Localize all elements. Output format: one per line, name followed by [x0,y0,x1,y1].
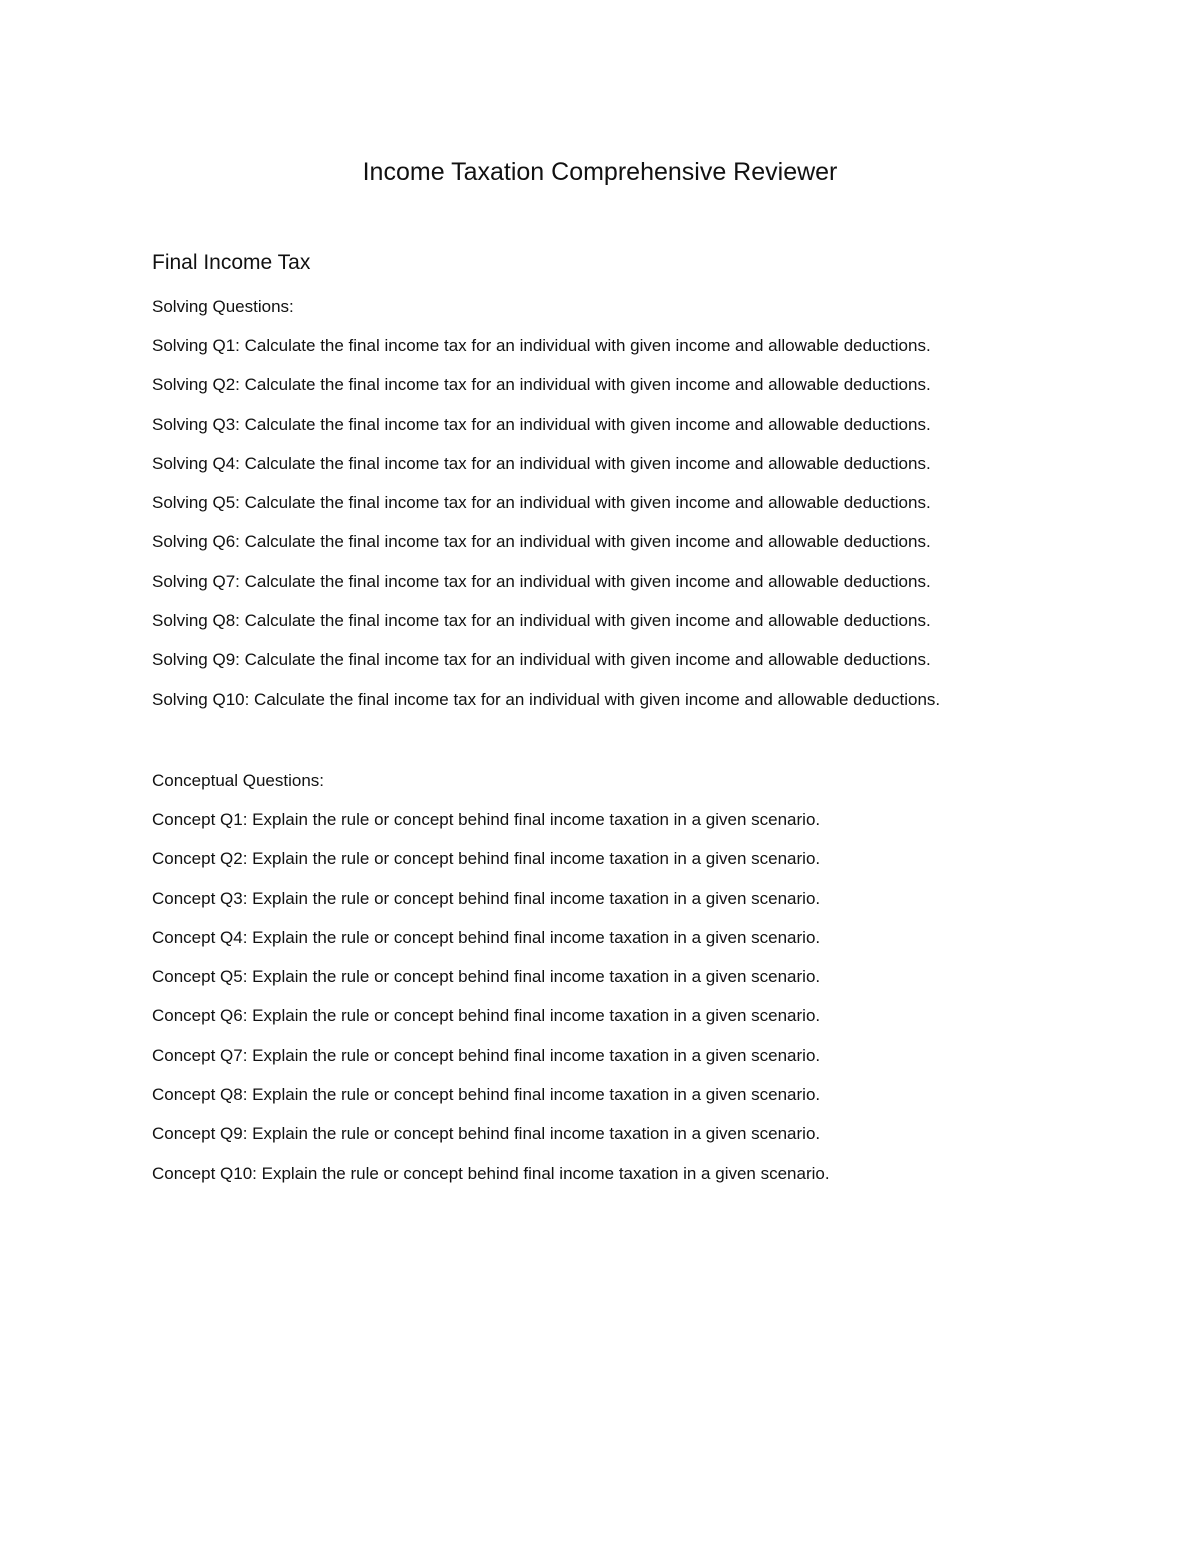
document-title: Income Taxation Comprehensive Reviewer [362,158,838,186]
conceptual-questions-list [152,806,1052,1187]
solving-question-item: Solving Q1: Calculate the final income tax for an individual with given income and allowable deductions. [152,336,931,355]
solving-question-item: Solving Q3: Calculate the final income tax for an individual with given income and allowable deductions. [152,414,931,434]
solving-question-item: Solving Q2: Calculate the final income tax for an individual with given income and allowable deductions. [152,375,931,395]
concept-question-item: Concept Q6: Explain the rule or concept behind final income taxation in a given scenario. [152,1006,821,1026]
concept-question-item: Concept Q5: Explain the rule or concept behind final income taxation in a given scenario. [152,967,821,987]
concept-question-item: Concept Q10: Explain the rule or concept behind final income taxation in a given scenario. [152,1163,830,1183]
solving-questions-label: Solving Questions: [152,297,294,316]
concept-question-item: Concept Q3: Explain the rule or concept behind final income taxation in a given scenario. [152,888,821,908]
solving-question-item: Solving Q5: Calculate the final income tax for an individual with given income and allowable deductions. [152,493,931,513]
concept-question-item: Concept Q4: Explain the rule or concept behind final income taxation in a given scenario. [152,927,821,947]
solving-question-item: Solving Q10: Calculate the final income tax for an individual with given income and allowable deductions. [152,689,941,709]
solving-question-item: Solving Q9: Calculate the final income tax for an individual with given income and allowable deductions. [152,650,931,670]
concept-question-item: Concept Q1: Explain the rule or concept behind final income taxation in a given scenario. [152,810,821,829]
solving-question-item: Solving Q8: Calculate the final income tax for an individual with given income and allowable deductions. [152,611,931,631]
concept-question-item: Concept Q8: Explain the rule or concept behind final income taxation in a given scenario. [152,1085,821,1105]
solving-question-item: Solving Q4: Calculate the final income tax for an individual with given income and allowable deductions. [152,453,931,473]
concept-question-item: Concept Q9: Explain the rule or concept behind final income taxation in a given scenario. [152,1124,821,1144]
section-heading-final-income-tax: Final Income Tax [152,251,311,274]
conceptual-questions-group [152,767,1052,1199]
solving-questions-group [152,293,1052,725]
concept-question-item: Concept Q7: Explain the rule or concept behind final income taxation in a given scenario. [152,1045,821,1065]
solving-question-item: Solving Q6: Calculate the final income tax for an individual with given income and allowable deductions. [152,532,931,552]
document-page [152,150,1052,1183]
conceptual-questions-label: Conceptual Questions: [152,771,324,790]
solving-question-item: Solving Q7: Calculate the final income tax for an individual with given income and allowable deductions. [152,571,931,591]
solving-questions-list [152,332,1052,713]
concept-question-item: Concept Q2: Explain the rule or concept behind final income taxation in a given scenario. [152,849,821,869]
